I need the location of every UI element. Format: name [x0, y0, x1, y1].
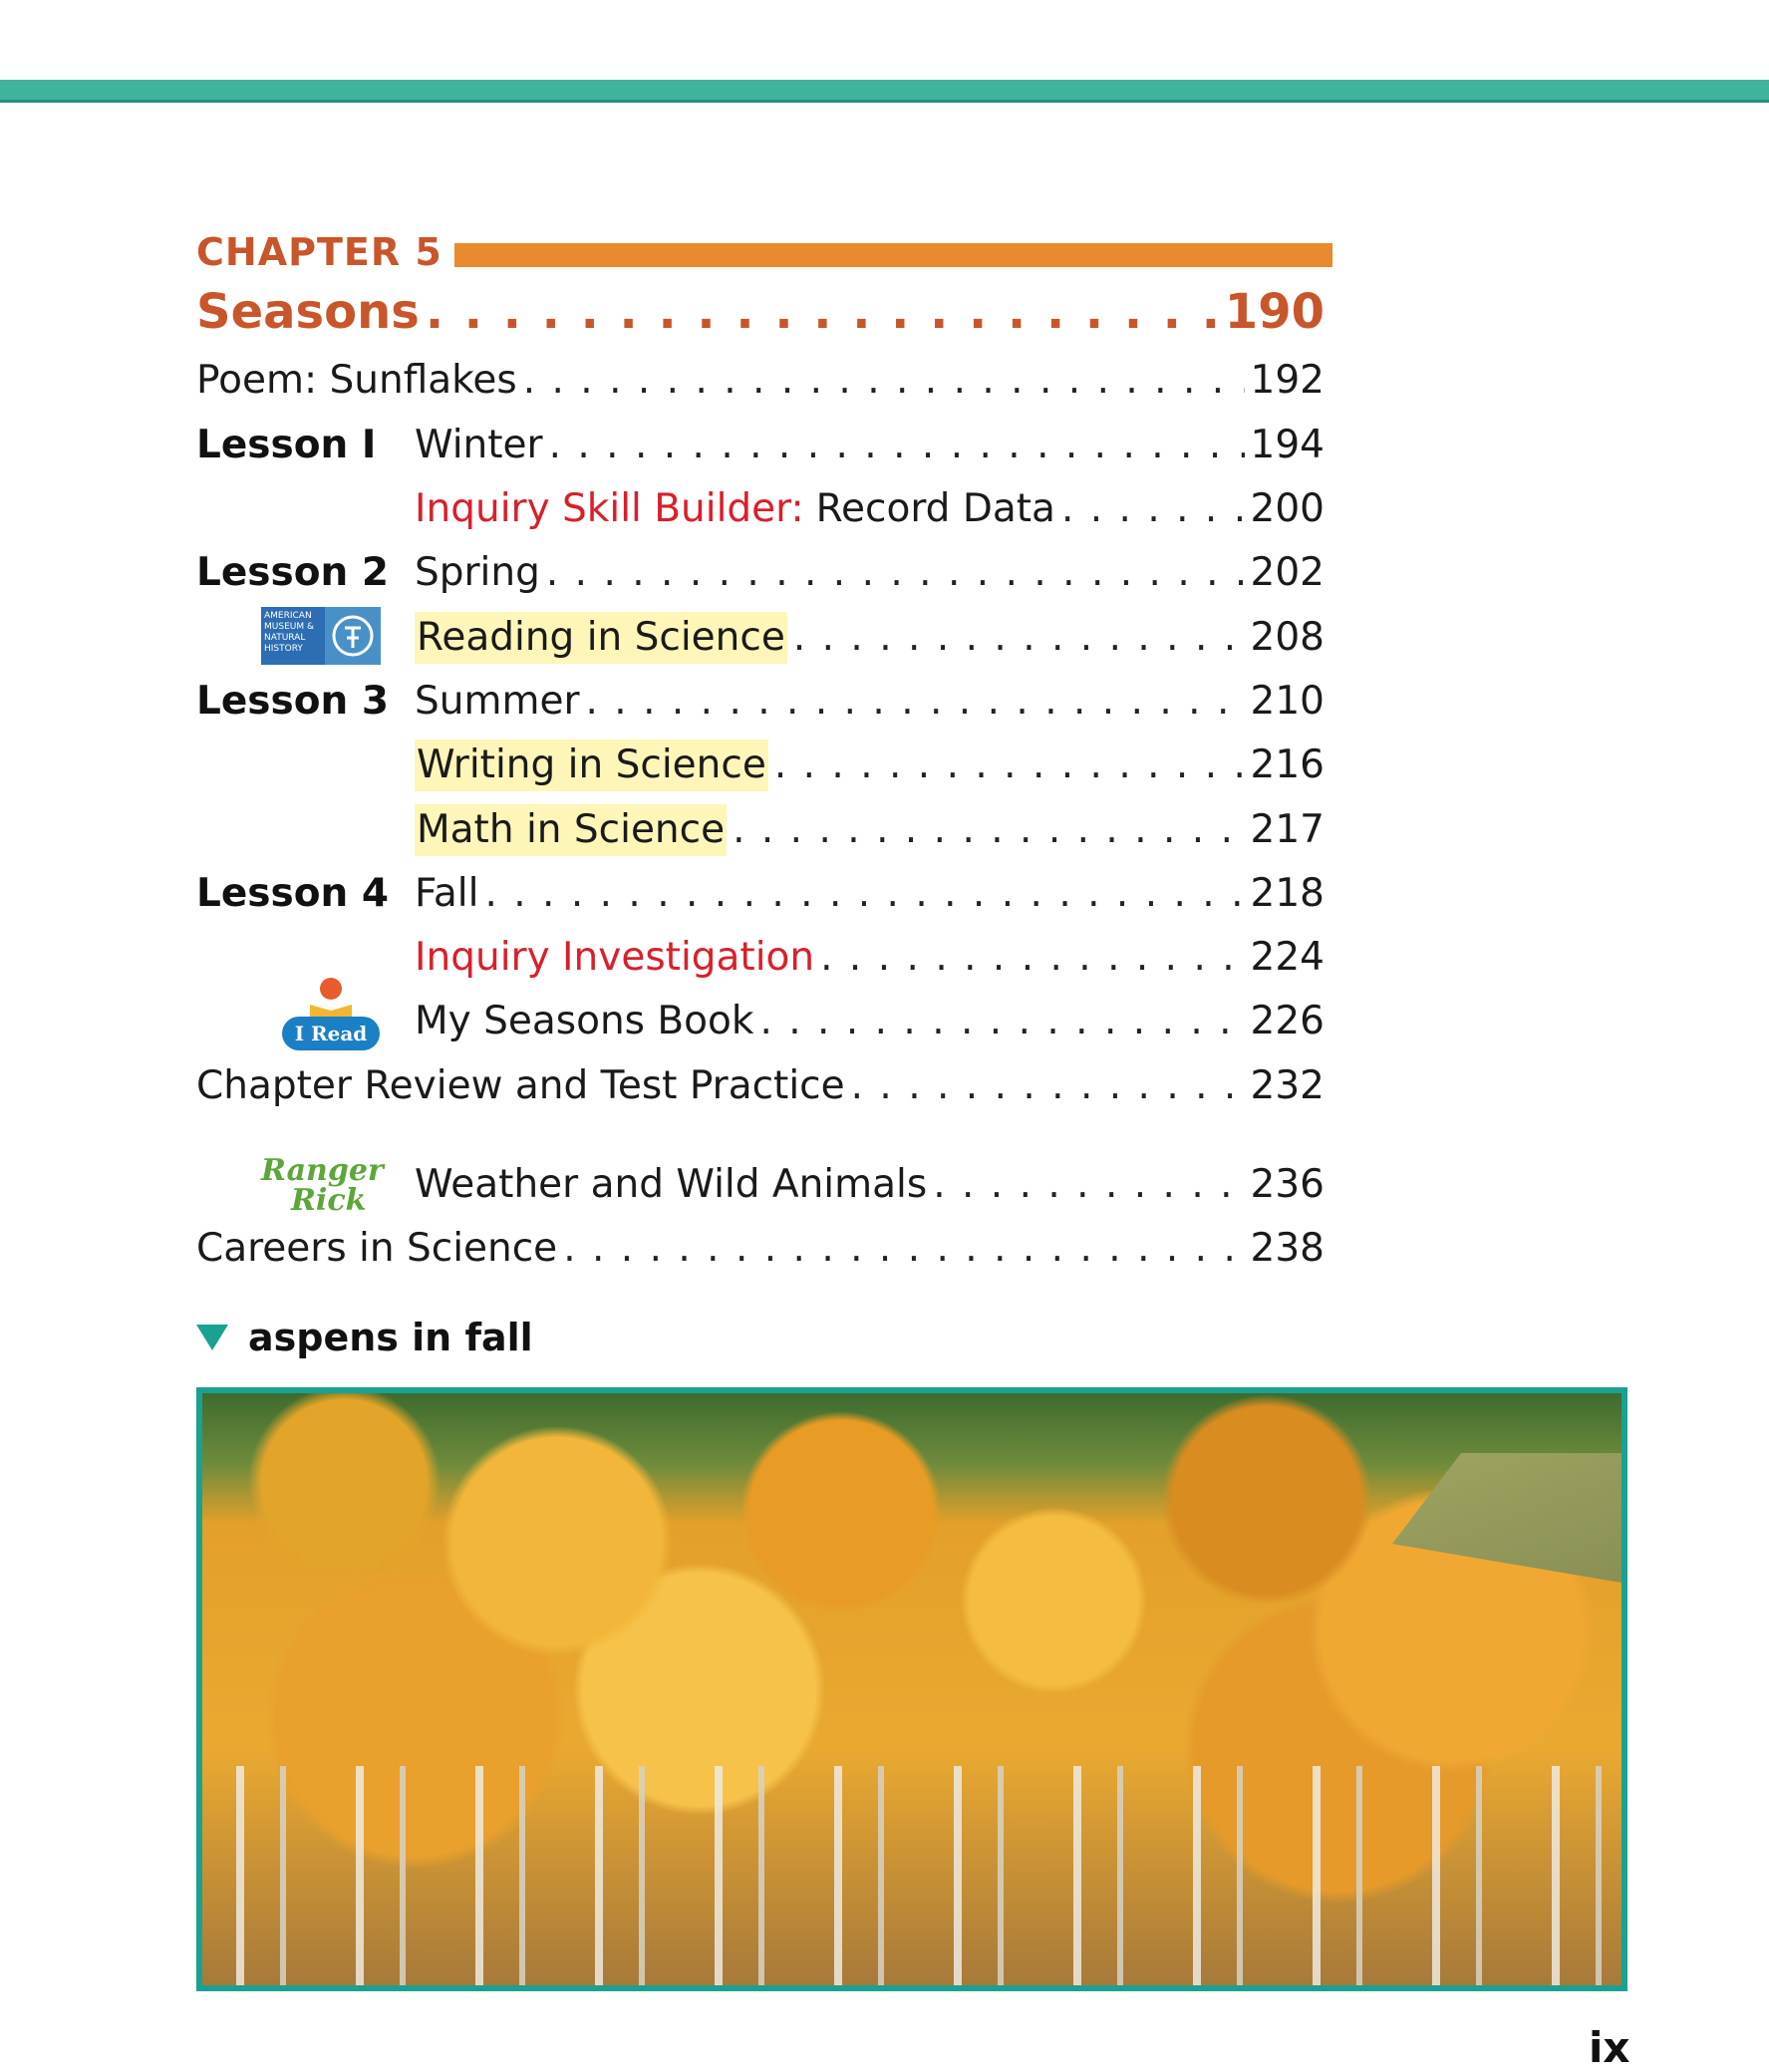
- entry-text: Record Data: [815, 486, 1055, 531]
- amnh-emblem-icon: [325, 607, 381, 665]
- toc-entry-weather[interactable]: [415, 1159, 1325, 1211]
- leader-dots: [563, 1223, 1244, 1275]
- chapter-bar: [454, 243, 1332, 267]
- leader-dots: [546, 547, 1245, 599]
- toc-entry-seasons[interactable]: [196, 286, 1325, 338]
- i-read-icon: [280, 975, 382, 1054]
- toc-entry-review[interactable]: [196, 1060, 1325, 1112]
- page-ref: 210: [1250, 679, 1325, 724]
- entry-text: Summer: [415, 679, 580, 724]
- page-ref: 224: [1250, 935, 1325, 980]
- leader-dots: [484, 868, 1244, 920]
- page-ref: 208: [1250, 615, 1325, 660]
- page-ref: 194: [1250, 423, 1325, 467]
- photo-hillside: [1392, 1453, 1622, 1583]
- entry-text: Careers in Science: [196, 1226, 558, 1271]
- leader-dots: [585, 676, 1244, 728]
- amnh-logo-icon: [261, 607, 381, 665]
- lesson-3-label: Lesson 3: [196, 679, 390, 724]
- toc-entry-fall[interactable]: [415, 868, 1325, 920]
- entry-text: Spring: [415, 550, 540, 595]
- chapter-header: [196, 227, 442, 277]
- leader-dots: [793, 612, 1245, 664]
- toc-entry-poem[interactable]: [196, 355, 1325, 407]
- leader-dots: [851, 1060, 1245, 1112]
- toc-entry-investigation[interactable]: [415, 932, 1325, 984]
- photo-trunks: [202, 1766, 1622, 1985]
- aspens-photo: [196, 1387, 1627, 1991]
- entry-text: Fall: [415, 871, 479, 916]
- page-ref: 216: [1250, 742, 1325, 787]
- page-ref: 236: [1250, 1162, 1325, 1207]
- lesson-1-label: Lesson I: [196, 423, 377, 467]
- ranger-rick-logo-icon: [261, 1153, 384, 1222]
- toc-entry-summer[interactable]: [415, 676, 1325, 728]
- leader-dots: [820, 932, 1244, 984]
- toc-entry-writing[interactable]: [415, 740, 1325, 791]
- skill-builder-prefix: Inquiry Skill Builder:: [415, 486, 804, 531]
- entry-text: Weather and Wild Animals: [415, 1162, 928, 1207]
- page-ref: 190: [1224, 284, 1325, 340]
- page-ref: 217: [1250, 807, 1325, 852]
- leader-dots: [774, 740, 1245, 791]
- ranger-logo-line1: Ranger: [261, 1153, 384, 1188]
- page-number: ix: [1589, 2023, 1630, 2072]
- entry-text: Math in Science: [415, 804, 727, 856]
- leader-dots: [733, 804, 1244, 856]
- toc-entry-skill-builder[interactable]: [415, 483, 1325, 535]
- chapter-title: Seasons: [196, 284, 420, 340]
- chapter-label: CHAPTER 5: [196, 230, 442, 274]
- leader-dots: [1061, 483, 1245, 535]
- page-ref: 238: [1250, 1226, 1325, 1271]
- page-ref: 202: [1250, 550, 1325, 595]
- entry-text: Poem: Sunflakes: [196, 358, 517, 403]
- toc-entry-reading[interactable]: [415, 612, 1325, 664]
- i-read-label: I Read: [294, 1022, 368, 1045]
- entry-text: Chapter Review and Test Practice: [196, 1063, 845, 1108]
- leader-dots: [523, 355, 1245, 407]
- entry-text: Winter: [415, 423, 543, 467]
- amnh-logo-text: AMERICAN MUSEUM & NATURAL HISTORY: [261, 607, 325, 665]
- lesson-2-label: Lesson 2: [196, 550, 390, 595]
- toc-entry-careers[interactable]: [196, 1223, 1325, 1275]
- triangle-down-icon: [196, 1325, 228, 1350]
- entry-text: My Seasons Book: [415, 999, 754, 1043]
- page-ref: 226: [1250, 999, 1325, 1043]
- leader-dots: [426, 286, 1219, 338]
- photo-caption: [196, 1316, 533, 1359]
- leader-dots: [933, 1159, 1244, 1211]
- caption-text: aspens in fall: [248, 1316, 533, 1359]
- page-ref: 192: [1250, 358, 1325, 403]
- leader-dots: [759, 996, 1244, 1047]
- lesson-4-label: Lesson 4: [196, 871, 390, 916]
- page-ref: 218: [1250, 871, 1325, 916]
- entry-text: Reading in Science: [415, 612, 787, 664]
- top-stripe: [0, 80, 1769, 103]
- entry-text: Writing in Science: [415, 740, 768, 791]
- ranger-logo-line2: Rick: [291, 1183, 367, 1218]
- leader-dots: [549, 420, 1245, 471]
- page-ref: 232: [1250, 1063, 1325, 1108]
- page-ref: 200: [1250, 486, 1325, 531]
- toc-entry-math[interactable]: [415, 804, 1325, 856]
- entry-text: Inquiry Investigation: [415, 935, 815, 980]
- toc-entry-seasons-book[interactable]: [415, 996, 1325, 1047]
- toc-entry-winter[interactable]: [415, 420, 1325, 471]
- toc-entry-spring[interactable]: [415, 547, 1325, 599]
